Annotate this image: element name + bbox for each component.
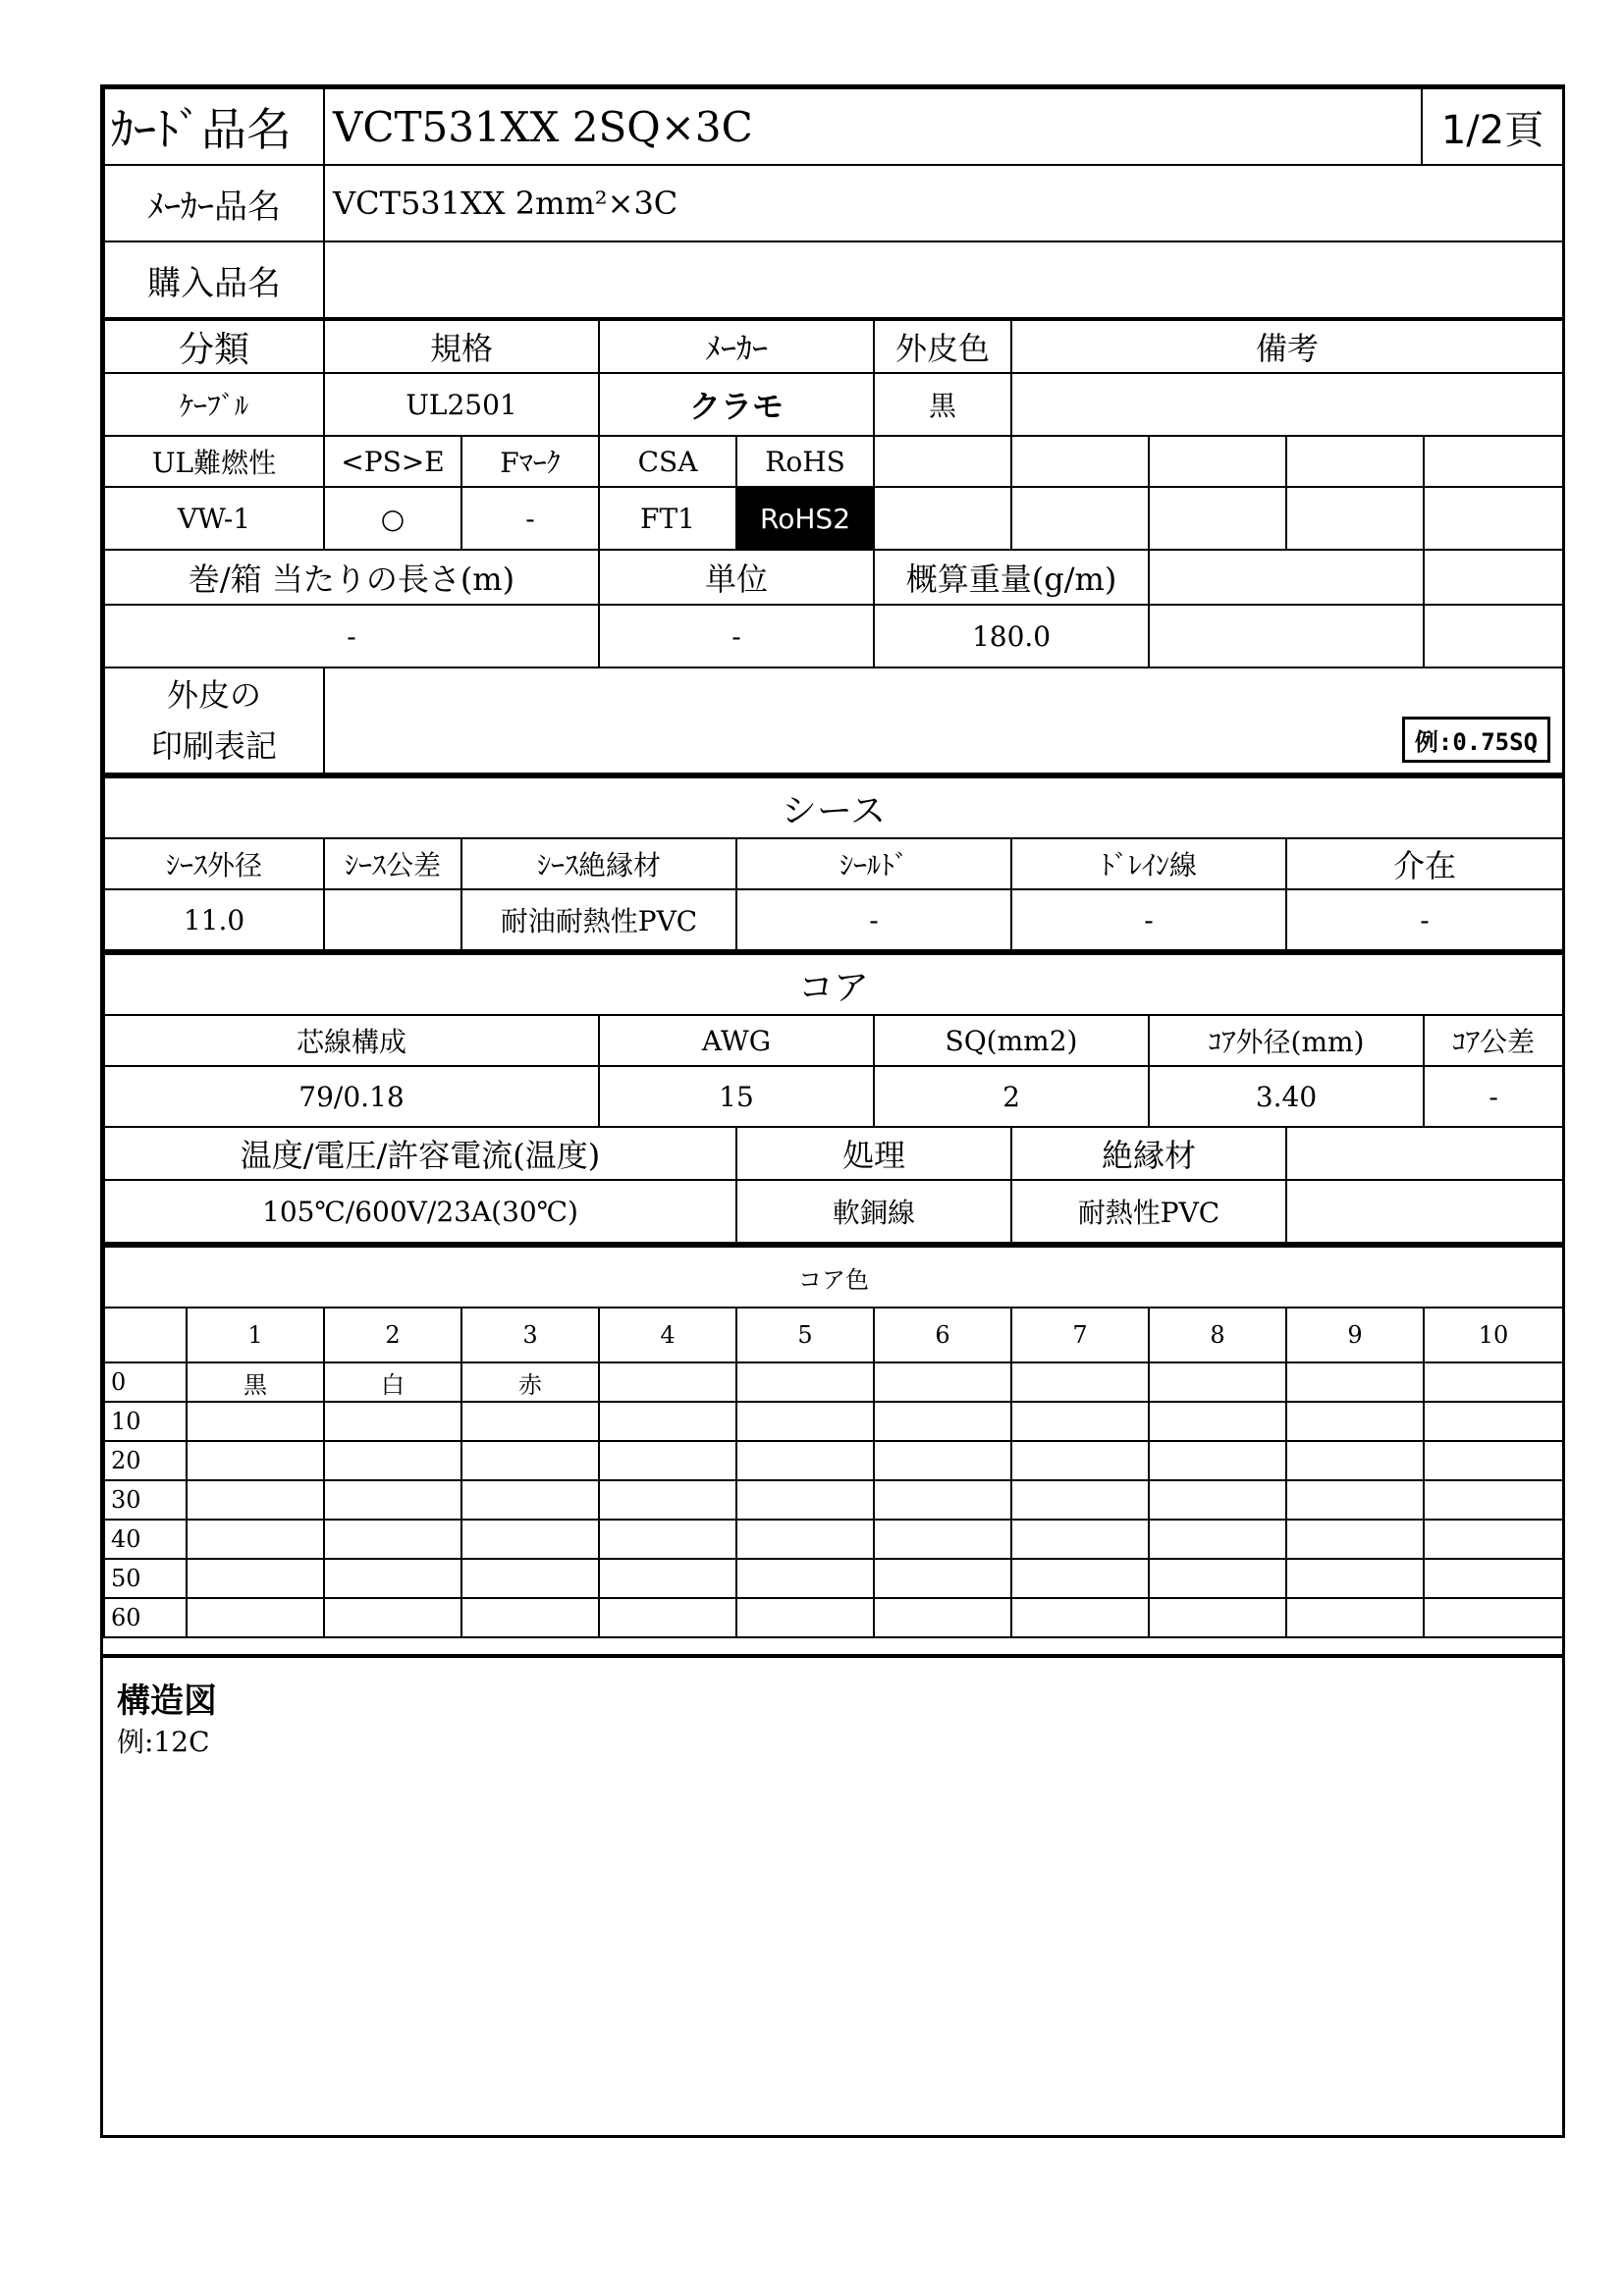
blank-cell [1286, 436, 1424, 487]
length-per-reel-header: 巻/箱 当たりの長さ(m) [104, 550, 599, 605]
color-column-header: 8 [1149, 1308, 1286, 1362]
color-cell [1424, 1362, 1563, 1402]
color-cell [1286, 1559, 1424, 1598]
unit-value: - [599, 605, 874, 667]
sq-header: SQ(mm2) [874, 1015, 1149, 1066]
core-title: コア [104, 953, 1563, 1015]
maker-name-label: ﾒｰｶｰ品名 [104, 165, 324, 241]
color-cell [736, 1402, 874, 1441]
color-cell [874, 1402, 1011, 1441]
rohs-header: RoHS [736, 436, 874, 487]
color-cell [324, 1402, 461, 1441]
color-cell [1424, 1441, 1563, 1480]
jacket-color-value: 黒 [874, 373, 1011, 436]
remarks-value [1011, 373, 1563, 436]
color-cell [461, 1598, 599, 1637]
csa-header: CSA [599, 436, 736, 487]
card-name-value: VCT531XX 2SQ×3C [324, 88, 1422, 165]
blank-cell [1149, 550, 1424, 605]
sheath-insulation-header: ｼｰｽ絶縁材 [461, 838, 736, 889]
color-cell [1424, 1520, 1563, 1559]
maker-value: クラモ [599, 373, 874, 436]
ul-flame-header: UL難燃性 [104, 436, 324, 487]
color-cell [1149, 1362, 1286, 1402]
color-row [104, 1362, 1563, 1402]
color-row [104, 1559, 1563, 1598]
maker-header: ﾒｰｶｰ [599, 320, 874, 373]
color-cell [1286, 1520, 1424, 1559]
color-column-header: 2 [324, 1308, 461, 1362]
color-row-label: 10 [104, 1402, 187, 1441]
color-row [104, 1520, 1563, 1559]
f-mark-header: Fﾏｰｸ [461, 436, 599, 487]
treatment-value: 軟銅線 [736, 1180, 1011, 1243]
color-cell [736, 1559, 874, 1598]
shield-value: - [736, 889, 1011, 950]
color-cell [874, 1362, 1011, 1402]
color-cell [874, 1559, 1011, 1598]
color-cell [736, 1480, 874, 1520]
color-cell [461, 1402, 599, 1441]
sheath-table [103, 774, 1564, 951]
blank-cell [1424, 605, 1563, 667]
conductor-header: 芯線構成 [104, 1015, 599, 1066]
color-column-header: 10 [1424, 1308, 1563, 1362]
color-cell [324, 1480, 461, 1520]
color-column-header: 7 [1011, 1308, 1149, 1362]
blank-cell [1286, 1180, 1563, 1243]
color-cell [874, 1520, 1011, 1559]
color-cell [1011, 1598, 1149, 1637]
print-value [324, 667, 1563, 774]
color-column-header: 5 [736, 1308, 874, 1362]
color-cell [1424, 1480, 1563, 1520]
core-tolerance-value: - [1424, 1066, 1563, 1127]
color-cell [599, 1520, 736, 1559]
color-cell [1149, 1402, 1286, 1441]
blank-cell [1149, 436, 1286, 487]
color-cell [1424, 1598, 1563, 1637]
jacket-color-header: 外皮色 [874, 320, 1011, 373]
print-label-line1: 外皮の [166, 676, 261, 714]
core-od-value: 3.40 [1149, 1066, 1424, 1127]
color-cell [1011, 1402, 1149, 1441]
color-cell [1011, 1520, 1149, 1559]
color-column-header: 6 [874, 1308, 1011, 1362]
color-cell [1149, 1480, 1286, 1520]
color-cell [1286, 1441, 1424, 1480]
remarks-header: 備考 [1011, 320, 1563, 373]
color-cell [1286, 1362, 1424, 1402]
sheath-od-header: ｼｰｽ外径 [104, 838, 324, 889]
color-cell [736, 1520, 874, 1559]
drain-wire-header: ﾄﾞﾚｲﾝ線 [1011, 838, 1286, 889]
rating-header: 温度/電圧/許容電流(温度) [104, 1127, 736, 1180]
weight-header: 概算重量(g/m) [874, 550, 1149, 605]
blank-cell [1424, 436, 1563, 487]
conductor-value: 79/0.18 [104, 1066, 599, 1127]
drain-wire-value: - [1011, 889, 1286, 950]
filler-header: 介在 [1286, 838, 1563, 889]
blank-cell [1149, 605, 1424, 667]
color-cell [187, 1520, 324, 1559]
print-label [104, 667, 324, 774]
sheath-tolerance-value [324, 889, 461, 950]
classification-value: ｹｰﾌﾞﾙ [104, 373, 324, 436]
rohs-value: RoHS2 [736, 487, 874, 550]
sheath-insulation-value: 耐油耐熱性PVC [461, 889, 736, 950]
color-row-label: 20 [104, 1441, 187, 1480]
core-tolerance-header: ｺｱ公差 [1424, 1015, 1563, 1066]
color-column-header: 3 [461, 1308, 599, 1362]
example-badge: 例:0.75SQ [1402, 717, 1550, 763]
color-row [104, 1480, 1563, 1520]
color-cell [187, 1598, 324, 1637]
color-cell [1286, 1480, 1424, 1520]
color-cell [324, 1520, 461, 1559]
standard-header: 規格 [324, 320, 599, 373]
core-color-table [103, 1244, 1564, 1638]
spec-sheet [100, 84, 1565, 2138]
color-cell [461, 1520, 599, 1559]
purchase-name-value [324, 241, 1563, 318]
color-row-label: 40 [104, 1520, 187, 1559]
rating-value: 105℃/600V/23A(30℃) [104, 1180, 736, 1243]
color-cell [1424, 1402, 1563, 1441]
color-cell [324, 1559, 461, 1598]
classification-header: 分類 [104, 320, 324, 373]
color-column-header: 4 [599, 1308, 736, 1362]
insulation-value: 耐熱性PVC [1011, 1180, 1286, 1243]
color-cell [1011, 1441, 1149, 1480]
color-cell [324, 1441, 461, 1480]
blank-cell [1011, 436, 1149, 487]
awg-header: AWG [599, 1015, 874, 1066]
color-cell [874, 1480, 1011, 1520]
card-name-label: ｶｰﾄﾞ品名 [104, 88, 324, 165]
color-cell [1424, 1559, 1563, 1598]
maker-name-value: VCT531XX 2mm²×3C [324, 165, 1563, 241]
filler-value: - [1286, 889, 1563, 950]
blank-cell [874, 487, 1011, 550]
color-cell [736, 1598, 874, 1637]
blank-cell [1424, 550, 1563, 605]
color-cell [187, 1480, 324, 1520]
color-cell [1149, 1520, 1286, 1559]
color-cell [1286, 1402, 1424, 1441]
color-cell [874, 1598, 1011, 1637]
color-cell: 白 [324, 1362, 461, 1402]
sheath-od-value: 11.0 [104, 889, 324, 950]
sheath-title: シース [104, 776, 1563, 838]
structure-area [103, 1654, 1562, 2135]
blank-cell [1011, 487, 1149, 550]
blank-cell [1149, 487, 1286, 550]
blank-cell [1424, 487, 1563, 550]
color-column-header: 9 [1286, 1308, 1424, 1362]
corner-cell [104, 1308, 187, 1362]
csa-value: FT1 [599, 487, 736, 550]
color-column-header: 1 [187, 1308, 324, 1362]
treatment-header: 処理 [736, 1127, 1011, 1180]
color-cell [599, 1598, 736, 1637]
length-per-reel-value: - [104, 605, 599, 667]
color-row-label: 50 [104, 1559, 187, 1598]
header-table [103, 87, 1564, 319]
f-mark-value: - [461, 487, 599, 550]
color-row-label: 0 [104, 1362, 187, 1402]
unit-header: 単位 [599, 550, 874, 605]
color-cell [599, 1480, 736, 1520]
color-cell [324, 1598, 461, 1637]
color-cell [1149, 1598, 1286, 1637]
pse-header: <PS>E [324, 436, 461, 487]
purchase-name-label: 購入品名 [104, 241, 324, 318]
color-cell [187, 1441, 324, 1480]
sq-value: 2 [874, 1066, 1149, 1127]
structure-title: 構造図 [117, 1682, 217, 1721]
sheath-tolerance-header: ｼｰｽ公差 [324, 838, 461, 889]
standard-value: UL2501 [324, 373, 599, 436]
color-row-label: 60 [104, 1598, 187, 1637]
color-cell [1149, 1559, 1286, 1598]
color-cell: 赤 [461, 1362, 599, 1402]
pse-value: ○ [324, 487, 461, 550]
blank-cell [874, 436, 1011, 487]
blank-cell [1286, 1127, 1563, 1180]
page-number: 1/2頁 [1422, 88, 1563, 165]
print-label-line2: 印刷表記 [150, 727, 277, 765]
color-cell [1011, 1362, 1149, 1402]
color-cell [461, 1559, 599, 1598]
blank-cell [1286, 487, 1424, 550]
color-row [104, 1598, 1563, 1637]
ul-flame-value: VW-1 [104, 487, 324, 550]
color-cell [1149, 1441, 1286, 1480]
core-color-title: コア色 [104, 1246, 1563, 1308]
color-cell [874, 1441, 1011, 1480]
color-cell [461, 1441, 599, 1480]
awg-value: 15 [599, 1066, 874, 1127]
core-table [103, 951, 1564, 1244]
classification-table [103, 319, 1564, 774]
color-cell [1011, 1480, 1149, 1520]
color-cell [599, 1362, 736, 1402]
color-cell [599, 1441, 736, 1480]
shield-header: ｼｰﾙﾄﾞ [736, 838, 1011, 889]
color-cell [599, 1402, 736, 1441]
color-row [104, 1441, 1563, 1480]
color-cell [736, 1441, 874, 1480]
core-od-header: ｺｱ外径(mm) [1149, 1015, 1424, 1066]
color-cell [1286, 1598, 1424, 1637]
color-cell [461, 1480, 599, 1520]
color-cell: 黒 [187, 1362, 324, 1402]
weight-value: 180.0 [874, 605, 1149, 667]
color-cell [736, 1362, 874, 1402]
color-row-label: 30 [104, 1480, 187, 1520]
structure-note: 例:12C [117, 1726, 210, 1758]
color-cell [599, 1559, 736, 1598]
color-cell [1011, 1559, 1149, 1598]
color-cell [187, 1559, 324, 1598]
color-cell [187, 1402, 324, 1441]
insulation-header: 絶縁材 [1011, 1127, 1286, 1180]
color-row [104, 1402, 1563, 1441]
